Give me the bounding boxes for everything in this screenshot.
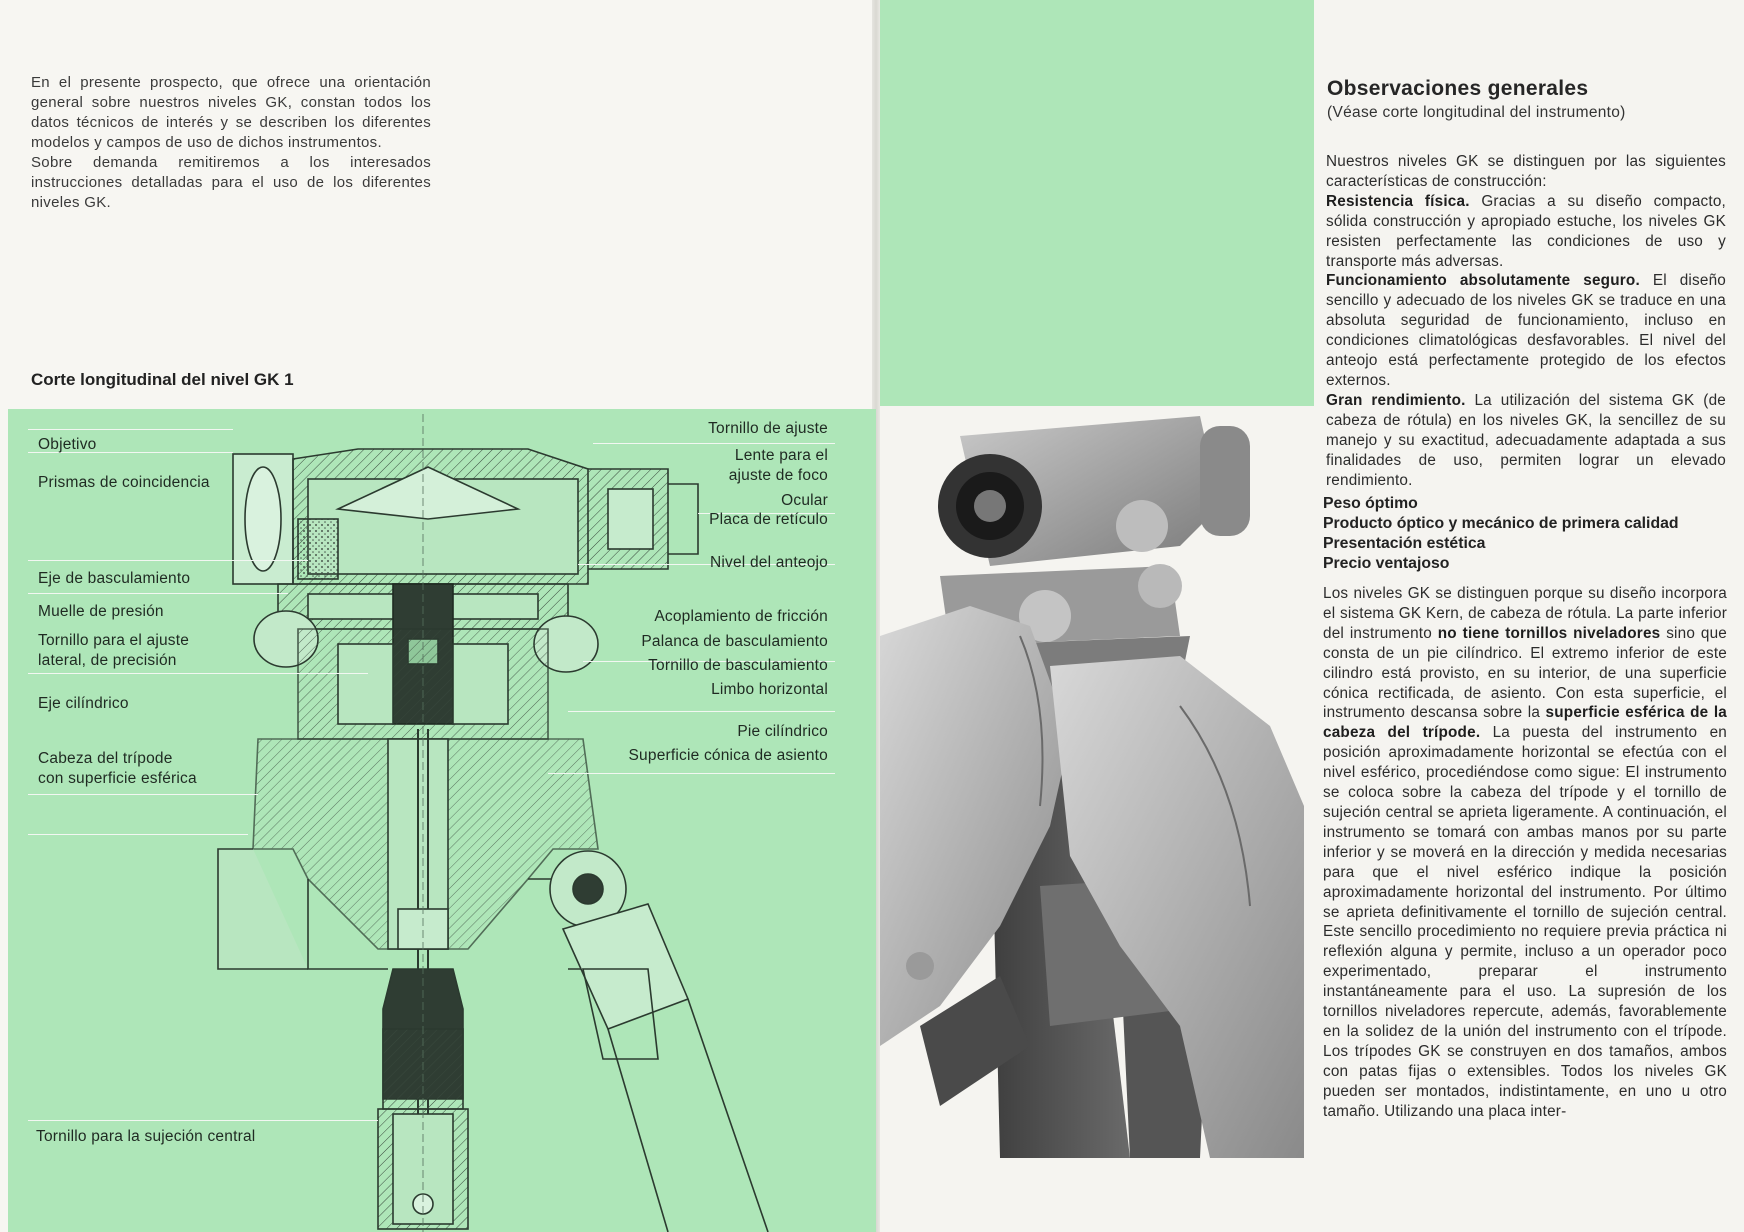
right-page-subtitle: (Véase corte longitudinal del instrumento)	[1327, 104, 1626, 121]
leader-line-limbo	[568, 711, 835, 712]
gk-system-text	[1323, 584, 1727, 1121]
label-prismas-coincidencia: Prismas de coincidencia	[38, 474, 210, 491]
body-bold-no-tornillos: no tiene tornillos niveladores	[1437, 624, 1661, 642]
leader-line-tornillo-sujecion	[28, 1120, 378, 1121]
label-palanca-basculamiento: Palanca de basculamiento	[641, 633, 828, 650]
characteristic-resistencia	[1326, 192, 1726, 272]
label-tornillo-ajuste: Tornillo de ajuste	[708, 420, 828, 437]
text-rendimiento: La utilización del sistema GK (de cabeza de rótula) en los niveles GK, la sencillez de su manejo y su exactitud, adecuadamente adaptada a sus finalidades de uso, permiten lograr un elevado rendimiento.	[1326, 391, 1726, 489]
label-cabeza-tripode-2: con superficie esférica	[38, 770, 197, 787]
leader-line-muelle	[28, 593, 288, 594]
body-bold-superficie-esferica: superficie esférica de la cabeza del trípode.	[1323, 704, 1727, 742]
heading-rendimiento: Gran rendimiento.	[1326, 391, 1466, 409]
label-acoplamiento-friccion: Acoplamiento de fricción	[654, 608, 828, 625]
label-placa-reticulo: Placa de retículo	[709, 511, 828, 528]
label-tornillo-ajuste-lateral-2: lateral, de precisión	[38, 652, 177, 669]
label-limbo-horizontal: Limbo horizontal	[711, 681, 828, 698]
diagram-title: Corte longitudinal del nivel GK 1	[31, 370, 294, 389]
leader-line-eje-basculamiento	[28, 560, 308, 561]
label-lente-ajuste-foco-2: ajuste de foco	[728, 467, 828, 484]
label-muelle-presion: Muelle de presión	[38, 603, 164, 620]
label-pie-cilindrico: Pie cilíndrico	[737, 723, 828, 740]
feature-item: Peso óptimo	[1323, 495, 1418, 512]
feature-item: Producto óptico y mecánico de primera calidad	[1323, 515, 1679, 532]
heading-funcionamiento: Funcionamiento absolutamente seguro.	[1326, 272, 1640, 290]
instrument-photo	[880, 406, 1304, 1158]
label-superficie-conica-asiento: Superficie cónica de asiento	[628, 747, 828, 764]
characteristic-rendimiento	[1326, 391, 1726, 491]
body-part-a: Los niveles GK se distinguen porque su diseño incorpora el sistema GK Kern, de cabeza de rótula. La parte inferior del instrumento	[1323, 585, 1727, 642]
label-cabeza-tripode-1: Cabeza del trípode	[38, 750, 173, 767]
body-part-c: sino que consta de un pie cilíndrico. El extremo inferior de este cilindro está provisto, en su interior, de una superficie cónica rectificada, de asiento. Con esta superficie, el instrumento descansa sobre la	[1323, 624, 1727, 722]
intro-paragraph-2: Sobre demanda remitiremos a los interesados instrucciones detalladas para el uso de los diferentes niveles GK.	[31, 154, 431, 211]
label-eje-cilindrico: Eje cilíndrico	[38, 695, 129, 712]
characteristics-intro: Nuestros niveles GK se distinguen por las siguientes características de construcción:	[1326, 153, 1726, 190]
hands-holding-level-photo	[880, 406, 1304, 1158]
label-ocular: Ocular	[781, 492, 828, 509]
instrument-cross-section-drawing	[8, 409, 876, 1232]
label-tornillo-basculamiento: Tornillo de basculamiento	[648, 657, 828, 674]
leader-line-objetivo	[28, 429, 233, 430]
leader-line-superficie-esferica	[28, 834, 248, 835]
text-resistencia: Gracias a su diseño compacto, sólida construcción y apropiado estuche, los niveles GK resisten perfectamente las condiciones de uso y transporte más adversas.	[1326, 192, 1727, 270]
characteristic-funcionamiento	[1326, 271, 1726, 390]
leader-line-superficie-conica	[548, 773, 835, 774]
intro-text	[31, 73, 431, 213]
body-part-e: La puesta del instrumento en posición aproximadamente horizontal se efectúa con el nivel esférico, procediéndose como sigue: El instrumento se coloca sobre la cabeza del trípode y el tornillo de sujeción central se aprieta ligeramente. A continuación, el instrumento se tomará con ambas manos por su parte inferior y se moverá en la dirección y medida necesarias para que el nivel esférico indique la posición aproximadamente horizontal del instrumento. Por último se aprieta definitivamente el tornillo de sujeción central. Este sencillo procedimiento no requiere previa práctica ni reflexión alguna y permite, incluso a un operador poco experimentado, preparar el instrumento instantáneamente para el uso. La supresión de los tornillos niveladores repercute, además, favorablemente en la solidez de la unión del instrumento con el trípode. Los trípodes GK se construyen en dos tamaños, ambos con patas fijas o extensibles. Todos los niveles GK pueden ser montados, indistintamente, en uno u otro tamaño. Utilizando una placa inter-	[1323, 724, 1727, 1120]
intro-paragraph-1: En el presente prospecto, que ofrece una orientación general sobre nuestros niveles GK, constan todos los datos técnicos de interés y se describen los diferentes modelos y campos de uso de dichos instrumentos.	[31, 74, 431, 151]
features-list	[1323, 494, 1733, 574]
decorative-green-block	[880, 0, 1314, 406]
feature-item: Precio ventajoso	[1323, 555, 1450, 572]
label-tornillo-ajuste-lateral-1: Tornillo para el ajuste	[38, 632, 190, 649]
label-eje-basculamiento: Eje de basculamiento	[38, 570, 191, 587]
label-nivel-anteojo: Nivel del anteojo	[709, 554, 828, 571]
heading-resistencia: Resistencia física.	[1326, 192, 1470, 210]
leader-line-eje-cilindrico	[28, 673, 368, 674]
label-tornillo-sujecion-central: Tornillo para la sujeción central	[36, 1128, 256, 1145]
label-objetivo: Objetivo	[38, 436, 97, 453]
text-funcionamiento: El diseño sencillo y adecuado de los niveles GK se traduce en una absoluta seguridad de funcionamiento, incluso en condiciones climatológicas desfavorables. El nivel del anteojo está perfectamente protegido de los efectos externos.	[1326, 272, 1726, 389]
gk-system-paragraph	[1323, 584, 1727, 1121]
leader-line-tornillo-ajuste	[593, 443, 835, 444]
label-lente-ajuste-foco-1: Lente para el	[734, 447, 828, 464]
feature-item: Presentación estética	[1323, 535, 1486, 552]
cross-section-diagram	[8, 409, 876, 1232]
characteristics-text	[1326, 152, 1726, 490]
leader-line-cabeza-tripode	[28, 794, 258, 795]
right-page-title: Observaciones generales	[1327, 77, 1589, 100]
